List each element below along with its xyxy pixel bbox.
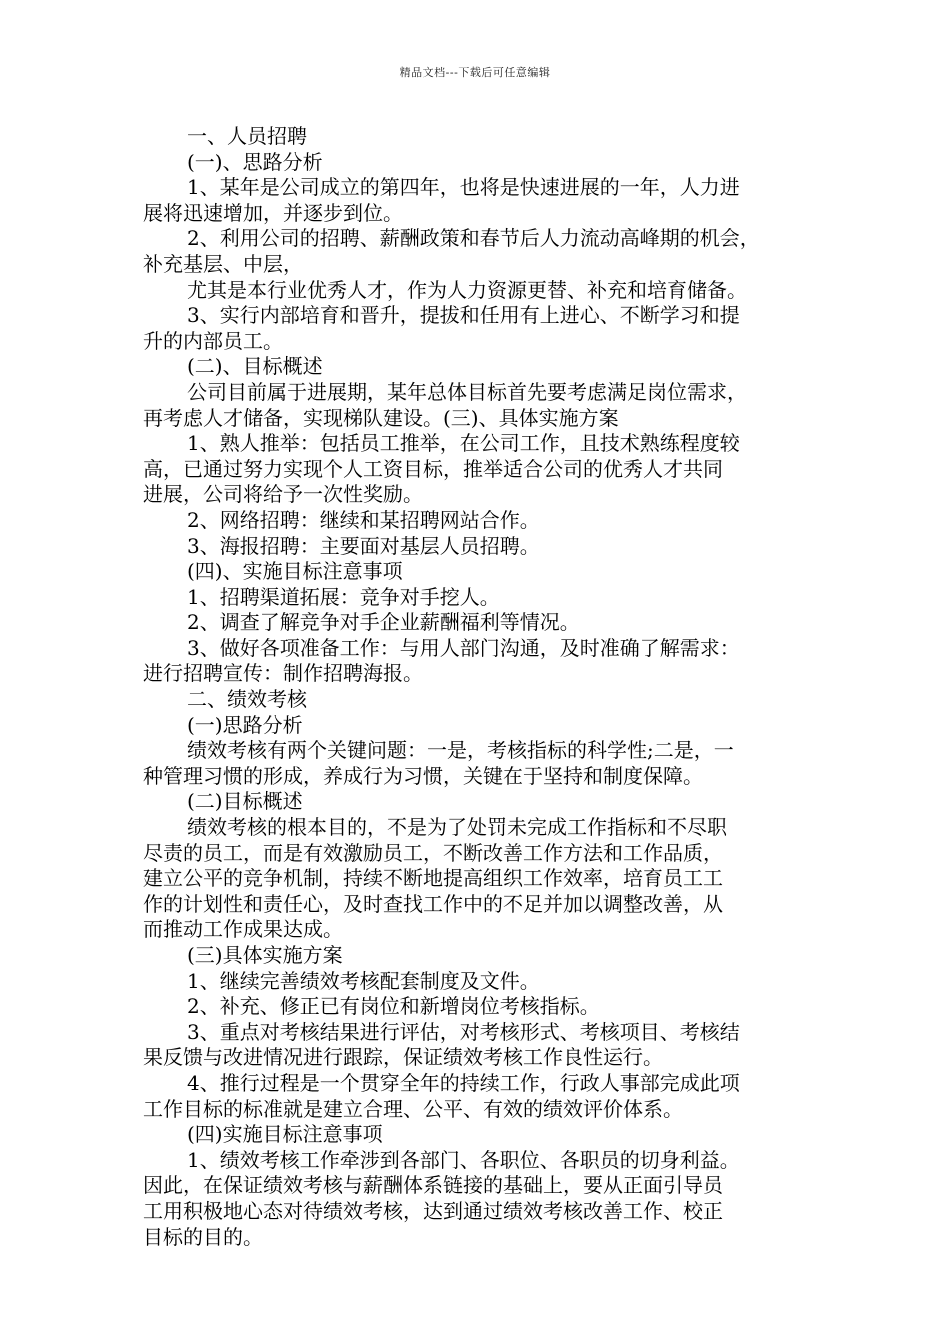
text-line: 一、人员招聘 (187, 124, 307, 148)
text-line: 升的内部员工。 (143, 328, 283, 353)
text-line: 工作目标的标准就是建立合理、公平、有效的绩效评价体系。 (143, 1096, 683, 1121)
text-line: 2、利用公司的招聘、薪酬政策和春节后人力流动高峰期的机会， (187, 226, 760, 251)
text-line: 2、网络招聘：继续和某招聘网站合作。 (187, 507, 540, 532)
text-line: 尤其是本行业优秀人才，作为人力资源更替、补充和培育储备。 (187, 277, 747, 302)
text-line: 3、实行内部培育和晋升，提拔和任用有上进心、不断学习和提 (187, 303, 740, 328)
text-line: 3、重点对考核结果进行评估，对考核形式、考核项目、考核结 (187, 1019, 740, 1044)
text-line: 4、推行过程是一个贯穿全年的持续工作，行政人事部完成此项 (187, 1070, 740, 1095)
text-line: 而推动工作成果达成。 (143, 917, 343, 942)
text-line: (三)具体实施方案 (187, 943, 343, 967)
text-line: (一)思路分析 (187, 712, 303, 737)
text-line: 1、继续完善绩效考核配套制度及文件。 (187, 968, 540, 993)
text-line: 1、绩效考核工作牵涉到各部门、各职位、各职员的切身利益。 (187, 1147, 740, 1172)
text-line: 尽责的员工，而是有效激励员工，不断改善工作方法和工作品质， (143, 840, 723, 865)
document-body (143, 124, 811, 1250)
text-line: 作的计划性和责任心，及时查找工作中的不足并加以调整改善，从 (143, 891, 723, 916)
text-line: 2、补充、修正已有岗位和新增岗位考核指标。 (187, 994, 600, 1019)
text-line: 1、熟人推举：包括员工推举，在公司工作，且技术熟练程度较 (187, 431, 740, 456)
text-line: 建立公平的竞争机制，持续不断地提高组织工作效率，培育员工工 (143, 866, 723, 891)
text-line: 补充基层、中层， (143, 251, 303, 276)
text-line: 绩效考核的根本目的，不是为了处罚未完成工作指标和不尽职 (187, 815, 727, 840)
text-line: (四)实施目标注意事项 (187, 1122, 383, 1147)
text-line: 3、海报招聘：主要面对基层人员招聘。 (187, 533, 540, 558)
text-line: (四)、实施目标注意事项 (187, 559, 403, 584)
text-line: 1、某年是公司成立的第四年，也将是快速进展的一年，人力进 (187, 175, 740, 200)
text-line: 种管理习惯的形成，养成行为习惯，关键在于坚持和制度保障。 (143, 763, 703, 788)
page-header: 精品文档---下载后可任意编辑 (399, 66, 551, 79)
text-line: 进展，公司将给予一次性奖励。 (143, 482, 423, 507)
text-line: 2、调查了解竞争对手企业薪酬福利等情况。 (187, 610, 580, 635)
text-line: (二)、目标概述 (187, 354, 323, 379)
text-line: 二、绩效考核 (187, 687, 307, 712)
text-line: 公司目前属于进展期，某年总体目标首先要考虑满足岗位需求， (187, 379, 747, 404)
text-line: 再考虑人才储备，实现梯队建设。(三)、具体实施方案 (143, 405, 619, 430)
text-line: (二)目标概述 (187, 789, 303, 814)
text-line: 果反馈与改进情况进行跟踪，保证绩效考核工作良性运行。 (143, 1045, 663, 1070)
text-line: 展将迅速增加，并逐步到位。 (143, 200, 403, 225)
text-line: 高，已通过努力实现个人工资目标，推举适合公司的优秀人才共同 (143, 456, 723, 481)
text-line: 绩效考核有两个关键问题：一是，考核指标的科学性;二是，一 (187, 738, 734, 763)
text-line: 因此，在保证绩效考核与薪酬体系链接的基础上，要从正面引导员 (143, 1173, 723, 1198)
text-line: 工用积极地心态对待绩效考核，达到通过绩效考核改善工作、校正 (143, 1198, 723, 1223)
text-line: 3、做好各项准备工作：与用人部门沟通，及时准确了解需求： (187, 635, 740, 660)
text-line: 目标的目的。 (143, 1224, 263, 1249)
text-line: (一)、思路分析 (187, 149, 323, 174)
text-line: 1、招聘渠道拓展：竞争对手挖人。 (187, 584, 500, 609)
text-line: 进行招聘宣传：制作招聘海报。 (143, 661, 423, 686)
